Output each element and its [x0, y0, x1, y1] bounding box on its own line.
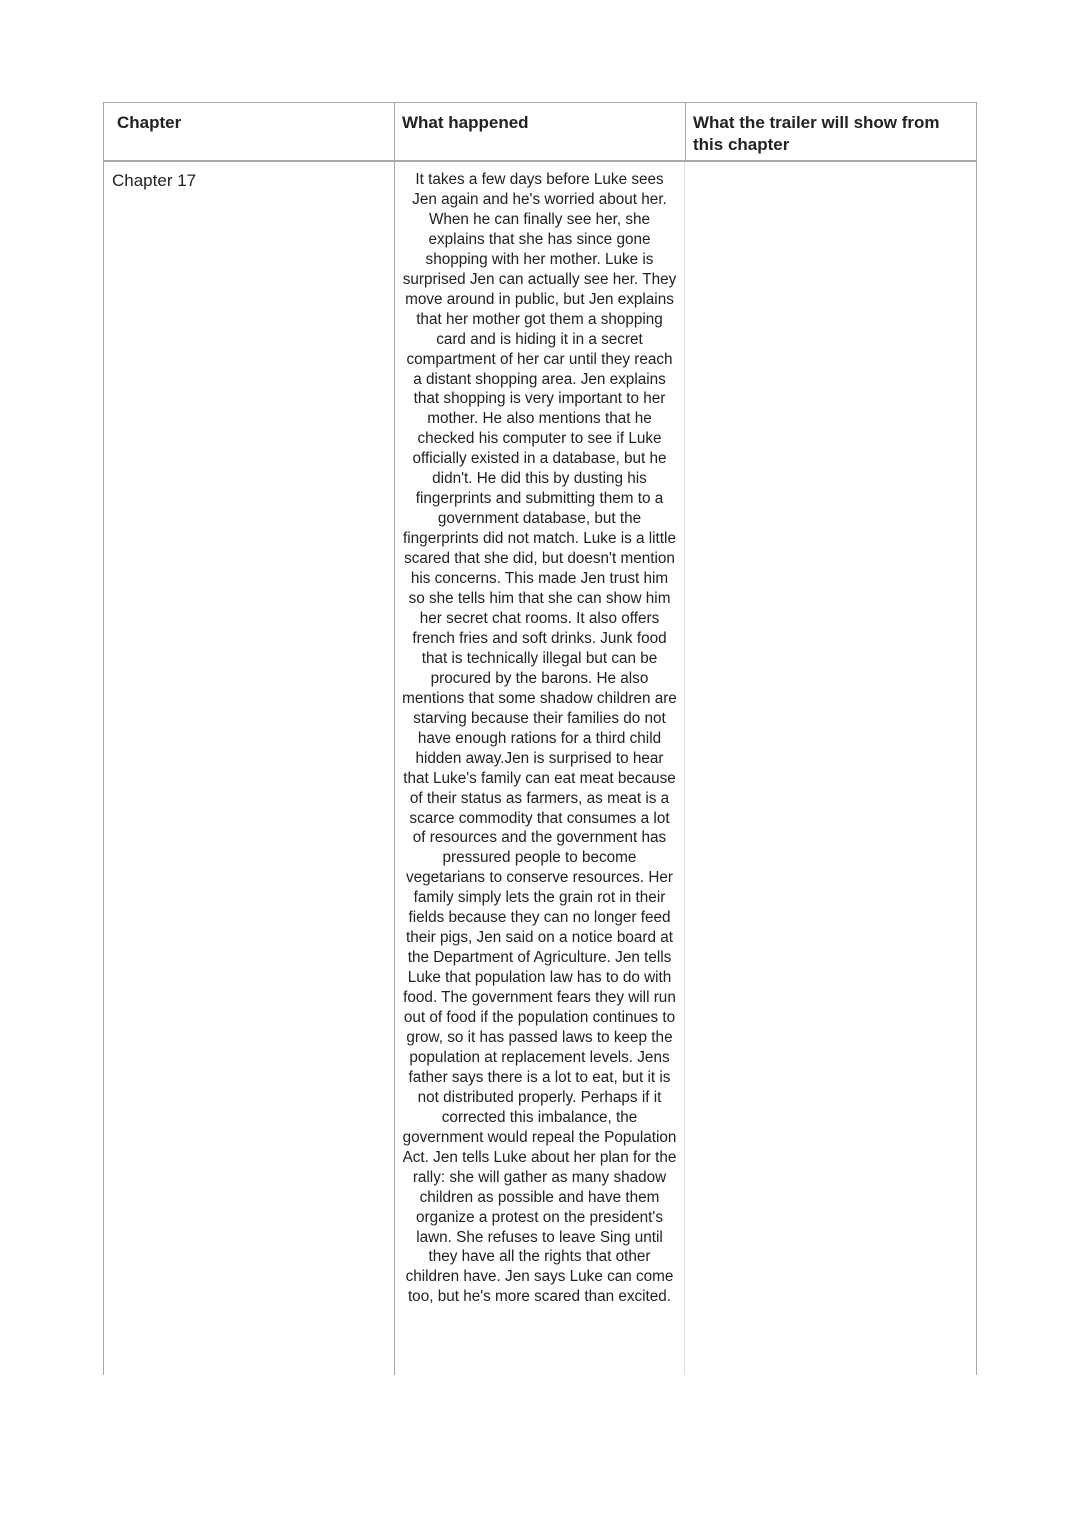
- table-row: [103, 162, 977, 1375]
- table-header-row: [103, 103, 977, 162]
- header-trailer: What the trailer will show from this chapter: [685, 103, 977, 160]
- chapter-cell: Chapter 17: [103, 162, 394, 1375]
- trailer-cell: [685, 162, 977, 1375]
- header-what-happened: What happened: [394, 103, 685, 160]
- what-happened-cell: It takes a few days before Luke sees Jen again and he's worried about her. When he can finally see her, she explains that she has since gone shopping with her mother. Luke is surprised Jen can actually see her. They move around in public, but Jen explains that her mother got them a shopping card and is hiding it in a secret compartment of her car until they reach a distant shopping area. Jen explains that shopping is very important to her mother. He also mentions that he checked his computer to see if Luke officially existed in a database, but he didn't. He did this by dusting his fingerprints and submitting them to a government database, but the fingerprints did not match. Luke is a little scared that she did, but doesn't mention his concerns. This made Jen trust him so she tells him that she can show him her secret chat rooms. It also offers french fries and soft drinks. Junk food that is technically illegal but can be procured by the barons. He also mentions that some shadow children are starving because their families do not have enough rations for a third child hidden away.Jen is surprised to hear that Luke's family can eat meat because of their status as farmers, as meat is a scarce commodity that consumes a lot of resources and the government has pressured people to become vegetarians to conserve resources. Her family simply lets the grain rot in their fields because they can no longer feed their pigs, Jen said on a notice board at the Department of Agriculture. Jen tells Luke that population law has to do with food. The government fears they will run out of food if the population continues to grow, so it has passed laws to keep the population at replacement levels. Jens father says there is a lot to eat, but it is not distributed properly. Perhaps if it corrected this imbalance, the government would repeal the Population Act. Jen tells Luke about her plan for the rally: she will gather as many shadow children as possible and have them organize a protest on the president's lawn. She refuses to leave Sing until they have all the rights that other children have. Jen says Luke can come too, but he's more scared than excited.: [394, 162, 685, 1375]
- chapter-table: [103, 102, 977, 1375]
- header-chapter: Chapter: [103, 103, 394, 160]
